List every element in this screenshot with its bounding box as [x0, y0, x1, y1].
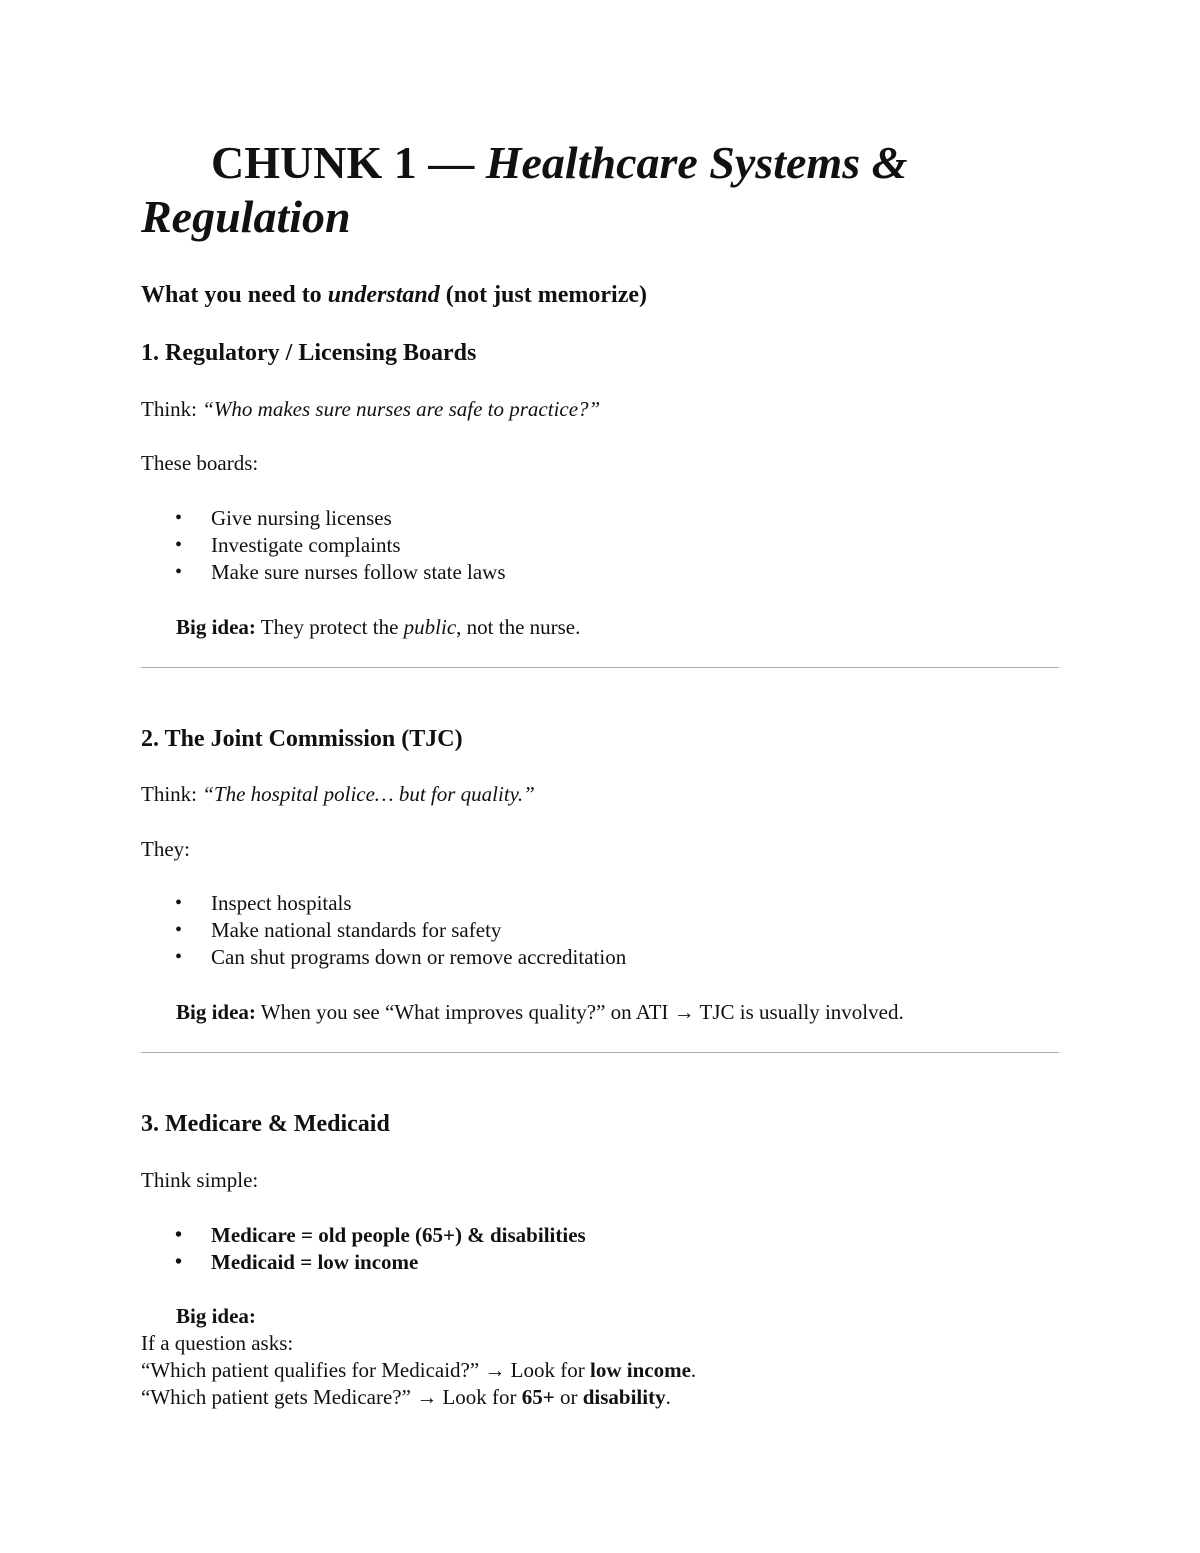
section3-big-idea-block: [141, 1303, 696, 1411]
section3-line1: If a question asks:: [141, 1331, 294, 1355]
section3-line2-after: .: [690, 1358, 697, 1382]
section2-big-idea-label: Big idea:: [176, 1000, 256, 1024]
title-prefix: CHUNK 1 —: [211, 137, 486, 188]
section1-big-idea-italic: public: [403, 615, 457, 639]
section3-heading: 3. Medicare & Medicaid: [141, 1111, 390, 1137]
section3-line2-bold: low income: [590, 1358, 691, 1382]
list-item: • Inspect hospitals: [141, 890, 626, 917]
intro-heading: [141, 280, 647, 310]
list-item: • Make national standards for safety: [141, 917, 626, 944]
list-item: • Make sure nurses follow state laws: [141, 559, 506, 586]
section1-big-idea-label: Big idea:: [176, 615, 256, 639]
intro-before: What you need to: [141, 282, 328, 308]
section3-line3-bold2: disability: [582, 1385, 666, 1409]
list-item: • Medicaid = low income: [141, 1249, 586, 1276]
section2-think: [141, 781, 535, 808]
section2-big-idea: [176, 999, 904, 1026]
list-item: • Can shut programs down or remove accreditation: [141, 944, 626, 971]
section1-bullet-list: [141, 505, 506, 586]
list-item: • Medicare = old people (65+) & disabilities: [141, 1222, 586, 1249]
intro-italic: understand: [327, 282, 440, 308]
page-title: [141, 136, 1059, 244]
section3-bullet-list: [141, 1222, 586, 1276]
section2-think-label: Think:: [141, 782, 203, 806]
section3-line3-after: .: [665, 1385, 671, 1409]
section3-line3-mid: or: [554, 1385, 583, 1409]
section1-lead: These boards:: [141, 451, 259, 475]
list-item: • Give nursing licenses: [141, 505, 506, 532]
section2-think-quote: “The hospital police… but for quality.”: [202, 782, 535, 806]
section1-big-idea-after: , not the nurse.: [456, 615, 581, 639]
title-italic-line1: Healthcare Systems &: [485, 137, 908, 188]
section-divider: [141, 1052, 1059, 1053]
section1-big-idea: [176, 614, 580, 641]
section3-line3-before: “Which patient gets Medicare?” → Look for: [141, 1385, 522, 1409]
section1-think-quote: “Who makes sure nurses are safe to practice?”: [202, 397, 601, 421]
intro-after: (not just memorize): [439, 282, 647, 308]
section1-big-idea-before: They protect the: [255, 615, 404, 639]
section3-lead: Think simple:: [141, 1168, 259, 1192]
section2-lead: They:: [141, 837, 190, 861]
title-italic-line2: Regulation: [141, 191, 351, 242]
section-divider: [141, 667, 1059, 668]
section3-big-idea-label: Big idea:: [176, 1304, 256, 1328]
section1-think-label: Think:: [141, 397, 203, 421]
list-item: • Investigate complaints: [141, 532, 506, 559]
section3-line3-bold1: 65+: [521, 1385, 555, 1409]
section2-big-idea-text: When you see “What improves quality?” on ATI → TJC is usually involved.: [255, 1000, 904, 1024]
section1-think: [141, 396, 600, 423]
section2-heading: 2. The Joint Commission (TJC): [141, 726, 463, 752]
section3-line3: [141, 1384, 696, 1411]
section1-heading: 1. Regulatory / Licensing Boards: [141, 340, 477, 366]
section3-line2-before: “Which patient qualifies for Medicaid?” → Look for: [141, 1358, 590, 1382]
section3-line2: [141, 1357, 696, 1384]
section2-bullet-list: [141, 890, 626, 971]
